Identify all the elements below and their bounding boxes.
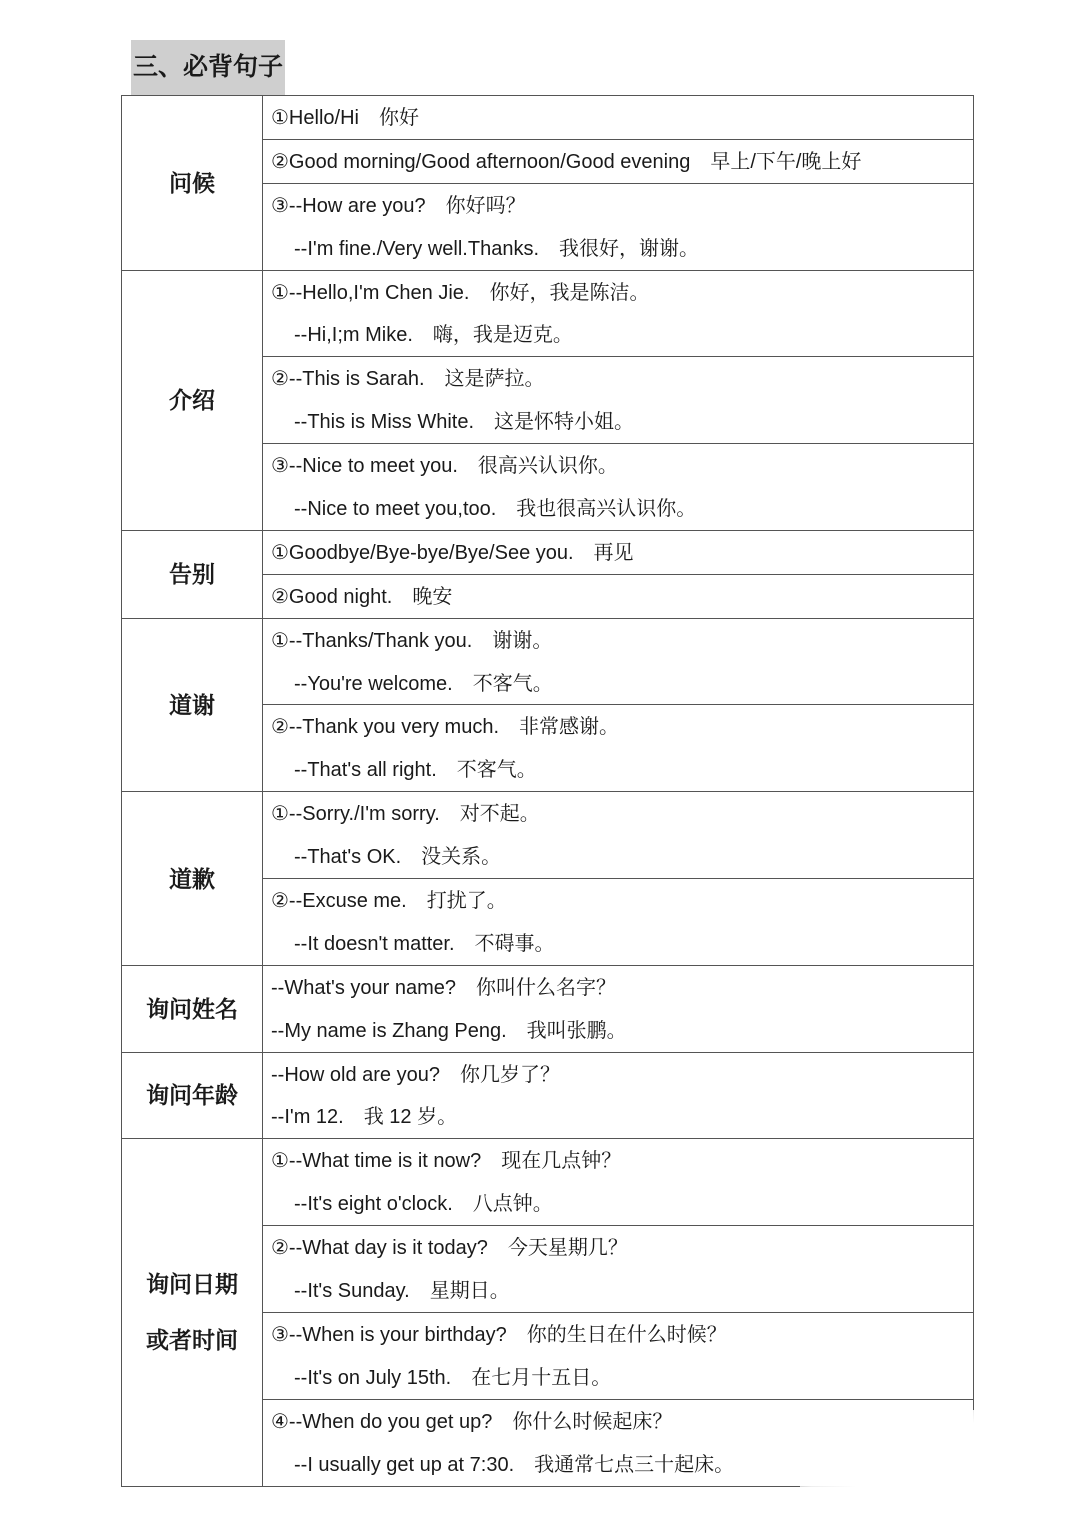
response-line: --It's on July 15th. 在七月十五日。: [294, 1366, 612, 1389]
group-entries: [263, 619, 973, 792]
response-line: --Hi,I;m Mike. 嗨，我是迈克。: [294, 324, 573, 347]
sentence-line: ①--Thanks/Thank you. 谢谢。: [271, 629, 553, 652]
group-label-line: 道谢: [169, 691, 215, 718]
group-entries: [263, 792, 973, 965]
response-line: --This is Miss White. 这是怀特小姐。: [294, 411, 634, 434]
response-line: --That's OK. 没关系。: [294, 846, 502, 869]
response-line: --It's Sunday. 星期日。: [294, 1280, 510, 1303]
group-label-line: 或者时间: [146, 1327, 238, 1354]
group-label: [122, 271, 263, 530]
group-label: [122, 966, 263, 1052]
group-entries: [263, 271, 973, 530]
response-line: --It's eight o'clock. 八点钟。: [294, 1193, 553, 1216]
sentence-entry: [263, 879, 973, 965]
group-label-line: 询问日期: [146, 1271, 238, 1298]
sentence-line: ④--When do you get up? 你什么时候起床？: [271, 1410, 673, 1433]
group-entries: [263, 966, 973, 1052]
sentence-entry: [263, 140, 973, 184]
sentence-line: --How old are you? 你几岁了？: [271, 1063, 560, 1086]
sentence-entry: [263, 96, 973, 140]
sentence-line: ①Hello/Hi 你好: [271, 107, 419, 129]
sentence-line: ②--Thank you very much. 非常感谢。: [271, 716, 619, 739]
sentence-line: ③--How are you? 你好吗？: [271, 194, 526, 217]
sentence-entry: [263, 1313, 973, 1400]
section-title: 三、必背句子: [131, 40, 285, 95]
sentence-line: ③--Nice to meet you. 很高兴认识你。: [271, 455, 618, 478]
group-entries: [263, 531, 973, 618]
group-label: [122, 792, 263, 965]
sentence-entry: [263, 1139, 973, 1226]
sentence-entry: [263, 792, 973, 879]
response-line: --It doesn't matter. 不碍事。: [294, 932, 555, 955]
sentence-line: ③--When is your birthday? 你的生日在什么时候？: [271, 1323, 727, 1346]
response-line: --I usually get up at 7:30. 我通常七点三十起床。: [294, 1453, 735, 1476]
sentence-line: ②--Excuse me. 打扰了。: [271, 890, 507, 913]
sentence-line: ①Goodbye/Bye-bye/Bye/See you. 再见: [271, 541, 634, 564]
sentence-line: ①--What time is it now? 现在几点钟？: [271, 1150, 622, 1173]
sentence-entry: [263, 357, 973, 444]
sentence-line: ①--Sorry./I'm sorry. 对不起。: [271, 803, 540, 826]
group-label-line: 询问年龄: [146, 1082, 238, 1109]
response-line: --That's all right. 不客气。: [294, 759, 537, 782]
sentence-entry: [263, 184, 973, 270]
sentence-group: [122, 966, 973, 1053]
response-line: --I'm fine./Very well.Thanks. 我很好，谢谢。: [294, 237, 699, 260]
group-label-line: 介绍: [169, 387, 215, 414]
sentence-group: [122, 792, 973, 966]
sentence-entry: [263, 619, 973, 706]
sentence-line: --What's your name? 你叫什么名字？: [271, 976, 616, 999]
group-label-line: 询问姓名: [146, 995, 238, 1022]
sentence-line: ②Good morning/Good afternoon/Good evening 早上/下午/晚上好: [271, 150, 862, 173]
sentence-entry: [263, 705, 973, 791]
group-entries: [263, 96, 973, 270]
response-line: --My name is Zhang Peng. 我叫张鹏。: [271, 1019, 627, 1042]
sentence-line: ②Good night. 晚安: [271, 585, 453, 608]
group-label: [122, 1053, 263, 1139]
sentence-entry: [263, 444, 973, 530]
group-label-line: 告别: [169, 561, 215, 588]
response-line: --You're welcome. 不客气。: [294, 672, 553, 695]
sentence-entry: [263, 1226, 973, 1313]
sentence-group: [122, 1053, 973, 1140]
group-label: [122, 96, 263, 270]
sentence-group: [122, 619, 973, 793]
group-label: [122, 619, 263, 792]
group-label-line: 道歉: [169, 865, 215, 892]
photo-glare-edge: [806, 1462, 976, 1482]
sentence-entry: [263, 1053, 973, 1139]
sentence-group: [122, 531, 973, 619]
sentences-table: [121, 95, 974, 1487]
sentence-line: ②--This is Sarah. 这是萨拉。: [271, 368, 545, 391]
group-entries: [263, 1053, 973, 1139]
sentence-entry: [263, 575, 973, 618]
sentence-line: ①--Hello,I'm Chen Jie. 你好，我是陈洁。: [271, 281, 650, 304]
group-label: [122, 531, 263, 618]
sentence-line: ②--What day is it today? 今天星期几？: [271, 1237, 628, 1260]
sentence-group: [122, 96, 973, 271]
response-line: --I'm 12. 我 12 岁。: [271, 1106, 458, 1129]
sentence-entry: [263, 531, 973, 575]
sentence-entry: [263, 966, 973, 1052]
sentence-group: [122, 271, 973, 531]
group-label-line: 问候: [169, 169, 215, 196]
response-line: --Nice to meet you,too. 我也很高兴认识你。: [294, 498, 697, 521]
sentence-entry: [263, 271, 973, 358]
group-label: [122, 1139, 263, 1485]
